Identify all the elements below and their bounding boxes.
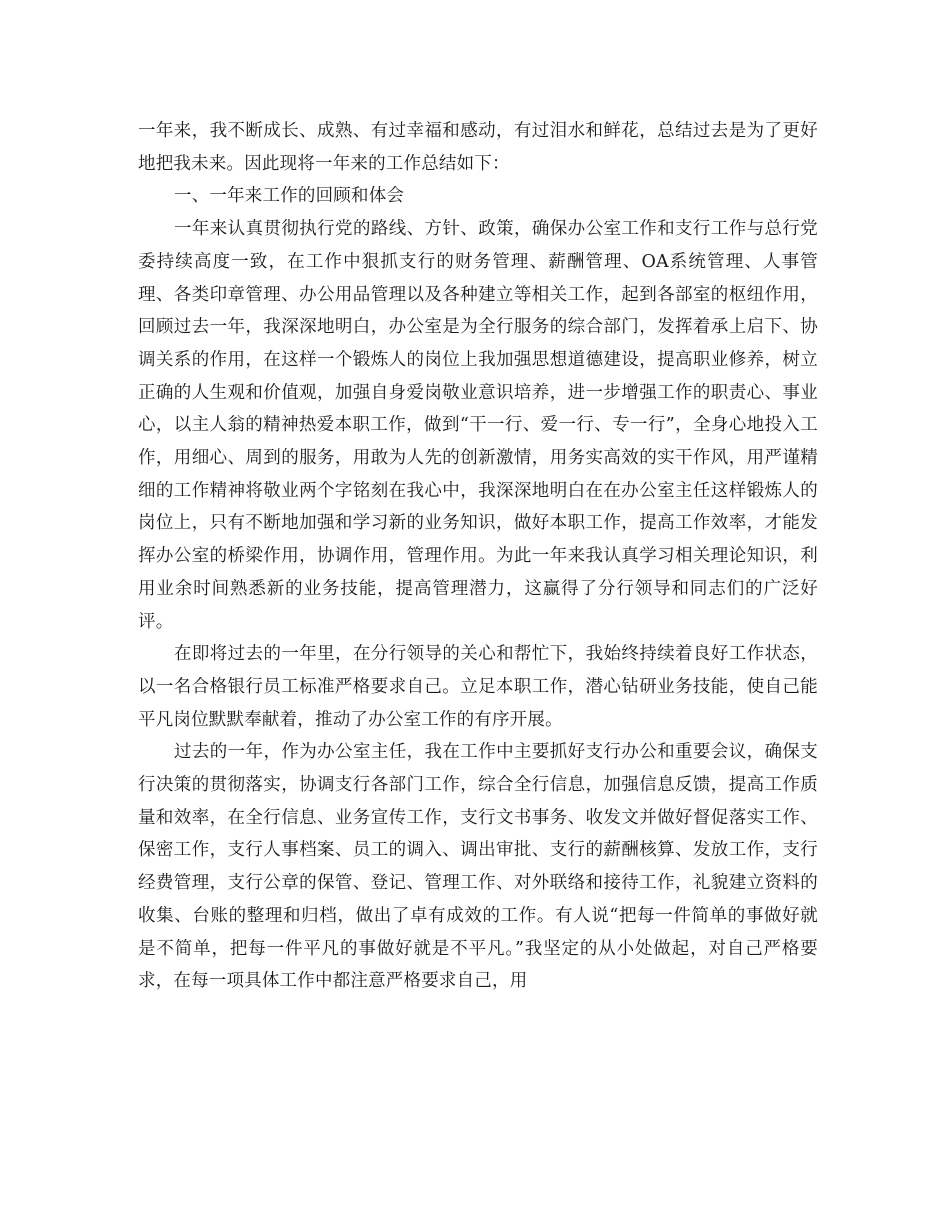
paragraph-intro: 一年来，我不断成长、成熟、有过幸福和感动，有过泪水和鲜花，总结过去是为了更好地把我未来。因此现将一年来的工作总结如下： (138, 121, 818, 174)
paragraph-review: 一年来认真贯彻执行党的路线、方针、政策，确保办公室工作和支行工作与总行党委持续高度一致，在工作中狠抓支行的财务管理、薪酬管理、OA系统管理、人事管理、各类印章管理、办公用品管理以及各种建立等相关工作，起到各部室的枢纽作用，回顾过去一年，我深深地明白，办公室是为全行服务的综合部门，发挥着承上启下、协调关系的作用，在这样一个锻炼人的岗位上我加强思想道德建设，提高职业修养，树立正确的人生观和价值观，加强自身爱岗敬业意识培养，进一步增强工作的职责心、事业心，以主人翁的精神热爱本职工作，做到“干一行、爱一行、专一行”，全身心地投入工作，用细心、周到的服务，用敢为人先的创新激情，用务实高效的实干作风，用严谨精细的工作精神将敬业两个字铭刻在我心中，我深深地明白在在办公室主任这样锻炼人的岗位上，只有不断地加强和学习新的业务知识，做好本职工作，提高工作效率，才能发挥办公室的桥梁作用，协调作用，管理作用。为此一年来我认真学习相关理论知识，利用业余时间熟悉新的业务技能，提高管理潜力，这赢得了分行领导和同志们的广泛好评。 (138, 219, 818, 632)
section-heading: 一、一年来工作的回顾和体会 (174, 186, 405, 207)
paragraph-office-work: 过去的一年，作为办公室主任，我在工作中主要抓好支行办公和重要会议，确保支行决策的贯彻落实，协调支行各部门工作，综合全行信息，加强信息反馈，提高工作质量和效率，在全行信息、业务宣传工作，支行文书事务、收发文并做好督促落实工作、保密工作，支行人事档案、员工的调入、调出审批、支行的薪酬核算、发放工作，支行经费管理，支行公章的保管、登记、管理工作、对外联络和接待工作，礼貌建立资料的收集、台账的整理和归档，做出了卓有成效的工作。有人说“把每一件简单的事做好就是不简单，把每一件平凡的事做好就是不平凡。”我坚定的从小处做起，对自己严格要求，在每一项具体工作中都注意严格要求自己，用 (138, 742, 818, 992)
document-body (138, 115, 818, 998)
paragraph-past-year: 在即将过去的一年里，在分行领导的关心和帮忙下，我始终持续着良好工作状态，以一名合格银行员工标准严格要求自己。立足本职工作，潜心钻研业务技能，使自己能平凡岗位默默奉献着，推动了办公室工作的有序开展。 (138, 644, 818, 730)
